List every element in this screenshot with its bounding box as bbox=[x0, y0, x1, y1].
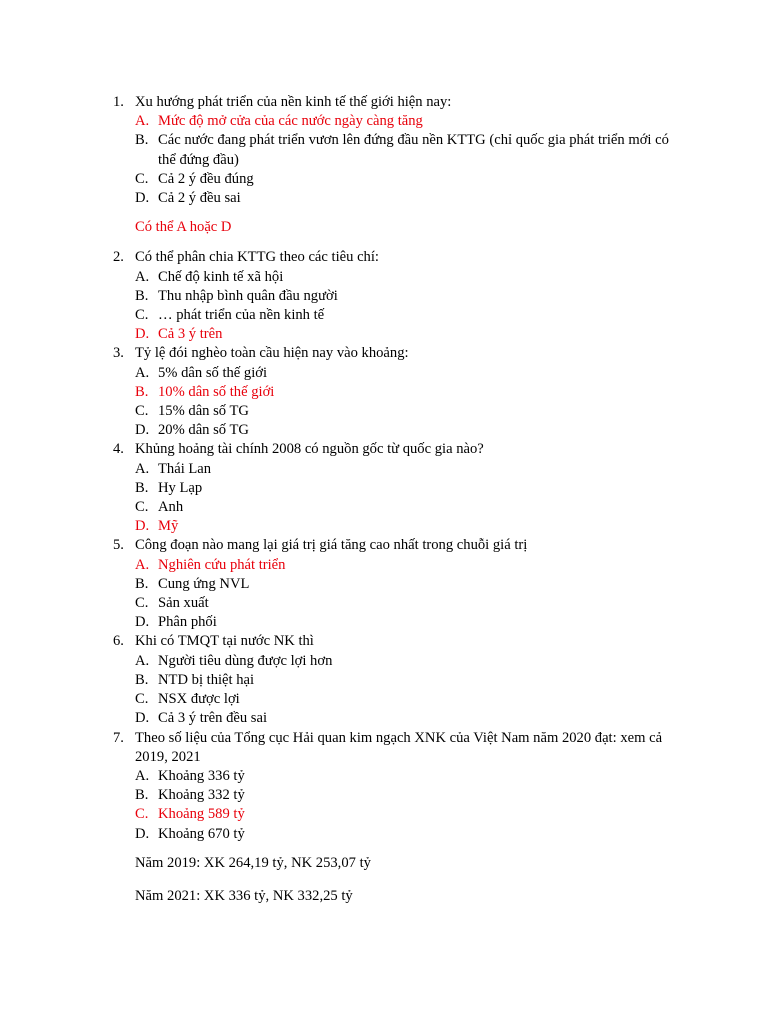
option-label: C. bbox=[135, 307, 149, 324]
option-text: Anh bbox=[158, 499, 184, 516]
option-label: D. bbox=[135, 190, 150, 207]
option-label: C. bbox=[135, 499, 149, 516]
option-text: Mỹ bbox=[158, 518, 179, 535]
option-label: D. bbox=[135, 422, 150, 439]
option-label: B. bbox=[135, 671, 149, 688]
option-text: NTD bị thiệt hại bbox=[158, 671, 255, 688]
option-text: Cả 2 ý đều đúng bbox=[158, 170, 254, 187]
options-5 bbox=[0, 556, 768, 633]
option-text: Chế độ kinh tế xã hội bbox=[158, 268, 284, 285]
option-label: B. bbox=[135, 787, 149, 804]
option-c bbox=[0, 306, 678, 325]
option-a bbox=[0, 112, 678, 131]
option-a bbox=[0, 460, 678, 479]
option-d bbox=[0, 709, 678, 728]
option-a bbox=[0, 767, 678, 786]
question-1 bbox=[0, 93, 685, 112]
option-a bbox=[0, 268, 678, 287]
question-number: 6. bbox=[113, 633, 124, 650]
option-label: A. bbox=[135, 556, 150, 573]
option-label: A. bbox=[135, 268, 150, 285]
option-label: B. bbox=[135, 383, 149, 400]
question-2 bbox=[0, 248, 685, 267]
option-b bbox=[0, 383, 678, 402]
option-b bbox=[0, 671, 678, 690]
option-c bbox=[0, 498, 678, 517]
option-text: Khoảng 670 tỷ bbox=[158, 825, 245, 842]
answer-note: Có thể A hoặc D bbox=[135, 219, 232, 236]
option-text: Cả 3 ý trên bbox=[158, 326, 223, 343]
question-number: 5. bbox=[113, 537, 124, 554]
option-label: D. bbox=[135, 614, 150, 631]
option-label: C. bbox=[135, 691, 149, 708]
option-label: A. bbox=[135, 767, 150, 784]
option-c bbox=[0, 170, 678, 189]
option-label: B. bbox=[135, 479, 149, 496]
option-text: Khoảng 332 tỷ bbox=[158, 787, 245, 804]
option-c bbox=[0, 594, 678, 613]
option-b bbox=[0, 131, 678, 169]
options-3 bbox=[0, 364, 768, 441]
question-number: 3. bbox=[113, 345, 124, 362]
options-2 bbox=[0, 268, 768, 345]
option-text: Khoảng 336 tỷ bbox=[158, 767, 245, 784]
option-b bbox=[0, 479, 678, 498]
option-c bbox=[0, 690, 678, 709]
question-number: 2. bbox=[113, 249, 124, 266]
option-d bbox=[0, 325, 678, 344]
option-b bbox=[0, 287, 678, 306]
question-3 bbox=[0, 344, 685, 363]
question-5 bbox=[0, 536, 685, 555]
options-7 bbox=[0, 767, 768, 844]
option-text: Nghiên cứu phát triển bbox=[158, 556, 286, 573]
option-text: Cả 3 ý trên đều sai bbox=[158, 710, 268, 727]
question-text: Xu hướng phát triển của nền kinh tế thế giới hiện nay: bbox=[135, 94, 452, 110]
option-text: NSX được lợi bbox=[158, 691, 240, 708]
question-number: 4. bbox=[113, 441, 124, 458]
option-label: C. bbox=[135, 806, 149, 823]
option-c bbox=[0, 402, 678, 421]
option-text: 10% dân số thế giới bbox=[158, 383, 275, 400]
question-number: 1. bbox=[113, 94, 124, 110]
option-label: B. bbox=[135, 132, 149, 149]
option-label: D. bbox=[135, 710, 150, 727]
option-label: A. bbox=[135, 364, 150, 381]
option-text: Thu nhập bình quân đầu người bbox=[158, 287, 338, 304]
question-text: Theo số liệu của Tổng cục Hải quan kim ngạch XNK của Việt Nam năm 2020 đạt: xem cả 2019, 2021 bbox=[135, 729, 663, 765]
question-text: Khủng hoảng tài chính 2008 có nguồn gốc từ quốc gia nào? bbox=[135, 441, 484, 458]
option-text: Cả 2 ý đều sai bbox=[158, 190, 241, 207]
question-4 bbox=[0, 440, 685, 459]
question-6 bbox=[0, 632, 685, 651]
question-number: 7. bbox=[113, 729, 124, 746]
option-c bbox=[0, 805, 678, 824]
option-text: Người tiêu dùng được lợi hơn bbox=[158, 652, 333, 669]
option-text: Mức độ mở cửa của các nước ngày càng tăng bbox=[158, 113, 423, 130]
option-label: D. bbox=[135, 518, 150, 535]
options-4 bbox=[0, 460, 768, 537]
question-7 bbox=[0, 729, 685, 767]
option-label: C. bbox=[135, 595, 149, 612]
option-label: B. bbox=[135, 287, 149, 304]
option-d bbox=[0, 517, 678, 536]
option-label: C. bbox=[135, 403, 149, 420]
question-list bbox=[0, 93, 768, 906]
option-label: A. bbox=[135, 652, 150, 669]
option-text: Khoảng 589 tỷ bbox=[158, 806, 245, 823]
option-text: 20% dân số TG bbox=[158, 422, 249, 439]
option-label: B. bbox=[135, 575, 149, 592]
option-a bbox=[0, 556, 678, 575]
option-text: Thái Lan bbox=[158, 460, 212, 477]
option-b bbox=[0, 786, 678, 805]
question-text: Tỷ lệ đói nghèo toàn cầu hiện nay vào khoảng: bbox=[135, 345, 409, 362]
question-text: Công đoạn nào mang lại giá trị giá tăng cao nhất trong chuỗi giá trị bbox=[135, 537, 528, 554]
data-note-2021: Năm 2021: XK 336 tỷ, NK 332,25 tỷ bbox=[135, 887, 353, 904]
option-text: 5% dân số thế giới bbox=[158, 364, 268, 381]
option-label: C. bbox=[135, 170, 149, 187]
option-a bbox=[0, 652, 678, 671]
option-text: 15% dân số TG bbox=[158, 403, 249, 420]
option-d bbox=[0, 613, 678, 632]
option-label: D. bbox=[135, 326, 150, 343]
options-1 bbox=[0, 112, 768, 208]
option-text: Các nước đang phát triển vươn lên đứng đầu nền KTTG (chỉ quốc gia phát triển mới có thể đứng đầu) bbox=[158, 132, 669, 168]
option-a bbox=[0, 364, 678, 383]
option-text: Cung ứng NVL bbox=[158, 575, 250, 592]
option-text: Phân phối bbox=[158, 614, 217, 631]
question-text: Khi có TMQT tại nước NK thì bbox=[135, 633, 314, 650]
data-note-2019: Năm 2019: XK 264,19 tỷ, NK 253,07 tỷ bbox=[135, 854, 371, 871]
question-text: Có thể phân chia KTTG theo các tiêu chí: bbox=[135, 249, 379, 266]
options-6 bbox=[0, 652, 768, 729]
option-label: A. bbox=[135, 113, 150, 130]
option-text: … phát triển của nền kinh tế bbox=[158, 307, 325, 324]
option-d bbox=[0, 421, 678, 440]
option-text: Sản xuất bbox=[158, 595, 209, 612]
option-label: D. bbox=[135, 825, 150, 842]
option-d bbox=[0, 825, 678, 844]
option-d bbox=[0, 189, 678, 208]
option-label: A. bbox=[135, 460, 150, 477]
option-text: Hy Lạp bbox=[158, 479, 203, 496]
option-b bbox=[0, 575, 678, 594]
